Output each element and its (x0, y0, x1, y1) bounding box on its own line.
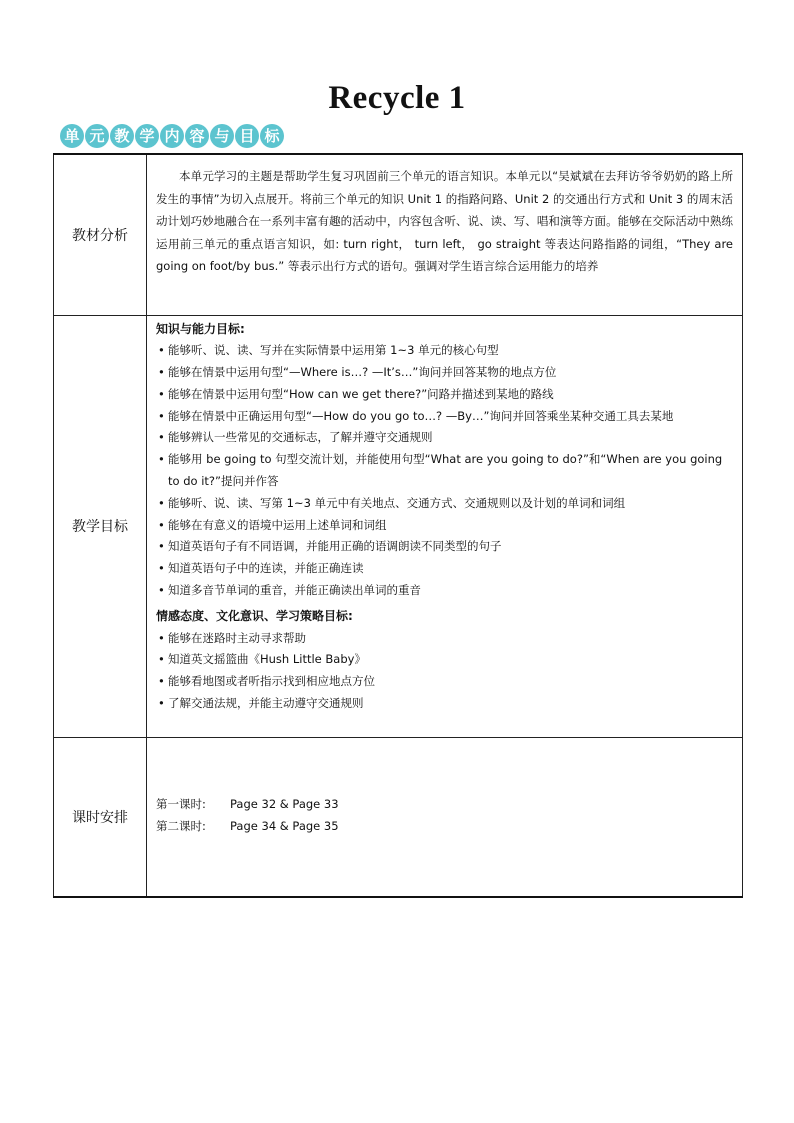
knowledge-goals-heading: 知识与能力目标: (156, 321, 245, 336)
bullet-icon: • (158, 696, 165, 711)
lesson-term: 第二课时: (156, 818, 206, 833)
banner-char: 单 (60, 124, 84, 148)
goal-text: 了解交通法规，并能主动遵守交通规则 (168, 696, 364, 711)
bullet-icon: • (158, 583, 165, 598)
section-banner (60, 124, 284, 150)
analysis-label: 教材分析 (54, 154, 147, 315)
affective-goals-list (156, 628, 734, 715)
goals-row (54, 315, 743, 737)
banner-char: 教 (110, 124, 134, 148)
goal-item (156, 362, 734, 384)
goal-text: 知道英语句子中的连读，并能正确连读 (168, 561, 364, 576)
bullet-icon: • (158, 630, 165, 645)
goal-item (156, 671, 734, 693)
bullet-icon: • (158, 495, 165, 510)
bullet-icon: • (158, 430, 165, 445)
goal-item (156, 580, 734, 602)
goals-label: 教学目标 (54, 315, 147, 737)
goal-text: 能够听、说、读、写并在实际情景中运用第 1~3 单元的核心句型 (168, 343, 499, 358)
goal-item (156, 406, 734, 428)
goal-item (156, 536, 734, 558)
goal-item (156, 558, 734, 580)
goal-text: 知道英语句子有不同语调，并能用正确的语调朗读不同类型的句子 (168, 539, 502, 554)
affective-goals-heading: 情感态度、文化意识、学习策略目标: (156, 608, 353, 623)
goal-item (156, 493, 734, 515)
goals-cell (147, 315, 743, 737)
goal-text: 能够在有意义的语境中运用上述单词和词组 (168, 517, 387, 532)
schedule-cell (147, 737, 743, 897)
goal-text: 能够在迷路时主动寻求帮助 (168, 630, 306, 645)
lesson-term: 第一课时: (156, 796, 206, 811)
goal-text: 能够用 be going to 句型交流计划，并能使用句型“What are you going to do?”和“When are you going to do it?”提问并作答 (168, 452, 723, 489)
banner-char: 学 (135, 124, 159, 148)
bullet-icon: • (158, 343, 165, 358)
goal-item (156, 384, 734, 406)
goal-text: 知道多音节单词的重音，并能正确读出单词的重音 (168, 583, 421, 598)
goal-text: 能够在情景中运用句型“How can we get there?”问路并描述到某地的路线 (168, 386, 554, 401)
goal-text: 能够辨认一些常见的交通标志，了解并遵守交通规则 (168, 430, 433, 445)
bullet-icon: • (158, 365, 165, 380)
analysis-text: 本单元学习的主题是帮助学生复习巩固前三个单元的语言知识。本单元以“吴斌斌在去拜访爷爷奶奶的路上所发生的事情”为切入点展开。将前三个单元的知识 Unit 1 的指路问路、Unit 2 的交通出行方式和 Unit 3 的周末活动计划巧妙地融合在一系列丰富有趣的活动中，内容包含听、说、读、写、唱和演等方面。能够在交际活动中熟练运用前三单元的重点语言知识，如: turn right， turn left， go straight 等表达问路指路的词组，“They are going on foot/by bus.” 等表示出行方式的语句。强调对学生语言综合运用能力的培养 (156, 169, 733, 274)
goal-item (156, 693, 734, 715)
goal-text: 能够听、说、读、写第 1~3 单元中有关地点、交通方式、交通规则以及计划的单词和词组 (168, 495, 626, 510)
lesson-pages: Page 34 & Page 35 (230, 818, 339, 833)
goal-text: 能够在情景中正确运用句型“—How do you go to…? —By…”询问并回答乘坐某种交通工具去某地 (168, 408, 674, 423)
bullet-icon: • (158, 517, 165, 532)
bullet-icon: • (158, 652, 165, 667)
bullet-icon: • (158, 561, 165, 576)
bullet-icon: • (158, 452, 165, 467)
banner-char: 元 (85, 124, 109, 148)
unit-plan-table (53, 153, 743, 898)
goal-text: 能够在情景中运用句型“—Where is…? —It’s…”询问并回答某物的地点方位 (168, 365, 557, 380)
schedule-label: 课时安排 (54, 737, 147, 897)
banner-char: 容 (185, 124, 209, 148)
bullet-icon: • (158, 386, 165, 401)
banner-char: 标 (260, 124, 284, 148)
schedule-content (147, 738, 742, 837)
page-title: Recycle 1 (328, 80, 466, 116)
goal-text: 知道英文摇篮曲《Hush Little Baby》 (168, 652, 366, 667)
schedule-row (54, 737, 743, 897)
analysis-cell (147, 154, 743, 315)
goal-item (156, 340, 734, 362)
schedule-row-item (156, 793, 733, 815)
goals-content (147, 316, 742, 721)
goal-item (156, 449, 734, 493)
schedule-row-item (156, 815, 733, 837)
goal-item (156, 649, 734, 671)
bullet-icon: • (158, 674, 165, 689)
knowledge-goals-list (156, 340, 734, 602)
banner-char: 与 (210, 124, 234, 148)
goal-text: 能够看地图或者听指示找到相应地点方位 (168, 674, 375, 689)
lesson-pages: Page 32 & Page 33 (230, 796, 339, 811)
goal-item (156, 628, 734, 650)
goal-item (156, 515, 734, 537)
bullet-icon: • (158, 539, 165, 554)
banner-char: 内 (160, 124, 184, 148)
analysis-row (54, 154, 743, 315)
banner-char: 目 (235, 124, 259, 148)
bullet-icon: • (158, 408, 165, 423)
goal-item (156, 427, 734, 449)
